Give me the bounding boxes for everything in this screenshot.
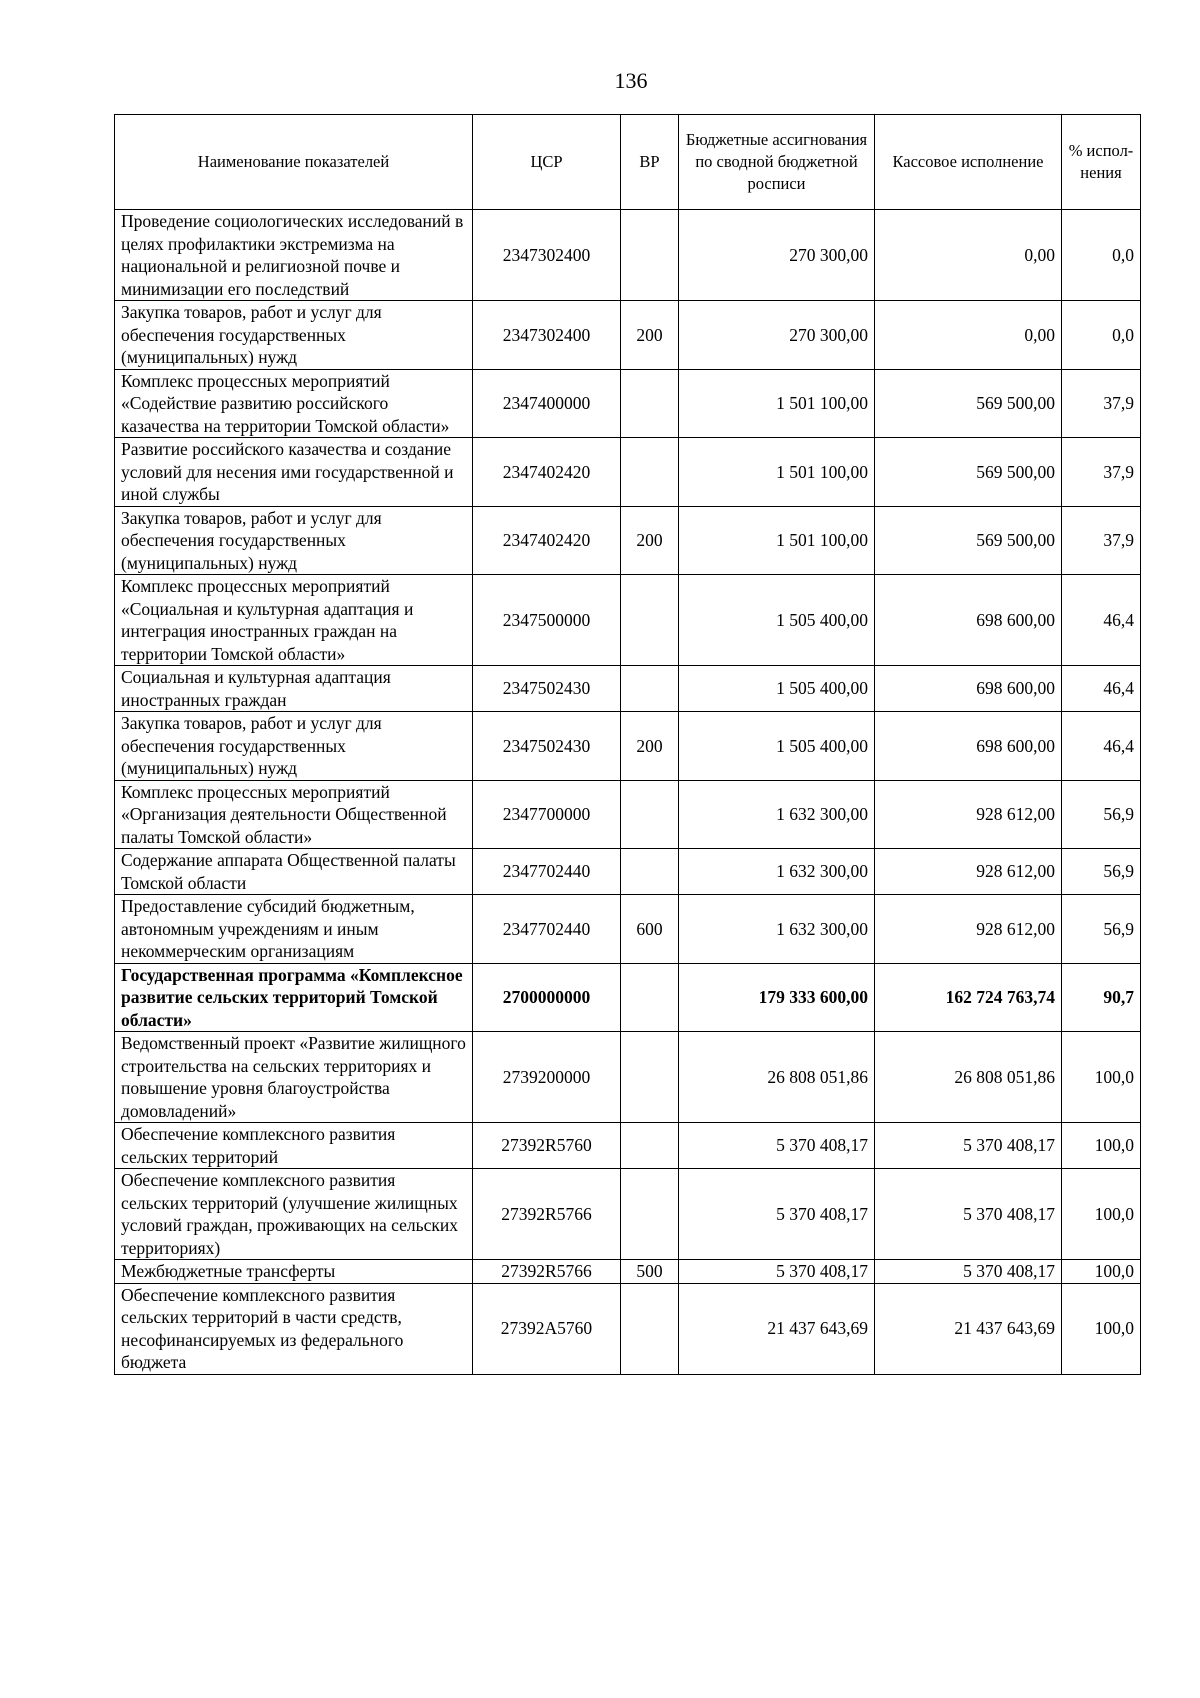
header-cash: Кассовое исполнение (875, 115, 1062, 210)
header-pct: % испол-нения (1062, 115, 1141, 210)
cell-pct: 0,0 (1062, 301, 1141, 370)
cell-pct: 56,9 (1062, 780, 1141, 849)
header-csr: ЦСР (473, 115, 621, 210)
cell-name: Закупка товаров, работ и услуг для обеспечения государственных (муниципальных) нужд (115, 506, 473, 575)
cell-cash: 21 437 643,69 (875, 1283, 1062, 1374)
header-name: Наименование показателей (115, 115, 473, 210)
cell-budget: 1 632 300,00 (679, 780, 875, 849)
cell-csr: 27392R5760 (473, 1123, 621, 1169)
cell-name: Закупка товаров, работ и услуг для обеспечения государственных (муниципальных) нужд (115, 712, 473, 781)
cell-cash: 5 370 408,17 (875, 1123, 1062, 1169)
cell-vr: 500 (621, 1260, 679, 1284)
cell-budget: 5 370 408,17 (679, 1169, 875, 1260)
cell-budget: 1 501 100,00 (679, 506, 875, 575)
table-row (115, 1283, 1141, 1374)
cell-budget: 21 437 643,69 (679, 1283, 875, 1374)
cell-vr: 200 (621, 506, 679, 575)
cell-csr: 2347702440 (473, 895, 621, 964)
cell-pct: 37,9 (1062, 369, 1141, 438)
cell-name: Комплекс процессных мероприятий «Социальная и культурная адаптация и интеграция иностранных граждан на территории Томской области» (115, 575, 473, 666)
cell-cash: 0,00 (875, 301, 1062, 370)
cell-budget: 1 501 100,00 (679, 369, 875, 438)
cell-vr: 200 (621, 301, 679, 370)
cell-pct: 0,0 (1062, 210, 1141, 301)
cell-vr (621, 666, 679, 712)
cell-cash: 698 600,00 (875, 666, 1062, 712)
cell-csr: 2347700000 (473, 780, 621, 849)
cell-vr: 200 (621, 712, 679, 781)
table-header-row (115, 115, 1141, 210)
cell-cash: 5 370 408,17 (875, 1260, 1062, 1284)
table-row (115, 963, 1141, 1032)
cell-csr: 27392R5766 (473, 1169, 621, 1260)
cell-vr (621, 849, 679, 895)
cell-cash: 928 612,00 (875, 780, 1062, 849)
cell-cash: 569 500,00 (875, 506, 1062, 575)
cell-budget: 1 505 400,00 (679, 666, 875, 712)
cell-vr: 600 (621, 895, 679, 964)
cell-name: Закупка товаров, работ и услуг для обеспечения государственных (муниципальных) нужд (115, 301, 473, 370)
table-row (115, 506, 1141, 575)
table-row (115, 369, 1141, 438)
cell-budget: 1 501 100,00 (679, 438, 875, 507)
cell-cash: 569 500,00 (875, 438, 1062, 507)
table-row (115, 780, 1141, 849)
table-row (115, 712, 1141, 781)
table-row (115, 301, 1141, 370)
cell-pct: 37,9 (1062, 506, 1141, 575)
cell-vr (621, 1283, 679, 1374)
cell-vr (621, 1169, 679, 1260)
table-row (115, 438, 1141, 507)
cell-pct: 90,7 (1062, 963, 1141, 1032)
cell-budget: 1 505 400,00 (679, 712, 875, 781)
table-row (115, 1032, 1141, 1123)
table-row (115, 575, 1141, 666)
cell-name: Обеспечение комплексного развития сельских территорий (улучшение жилищных условий граждан, проживающих на сельских территориях) (115, 1169, 473, 1260)
cell-cash: 569 500,00 (875, 369, 1062, 438)
cell-budget: 1 505 400,00 (679, 575, 875, 666)
cell-vr (621, 210, 679, 301)
cell-vr (621, 780, 679, 849)
cell-budget: 5 370 408,17 (679, 1260, 875, 1284)
cell-csr: 2347502430 (473, 712, 621, 781)
table-row (115, 1123, 1141, 1169)
cell-csr: 2347500000 (473, 575, 621, 666)
cell-csr: 2347402420 (473, 438, 621, 507)
cell-vr (621, 1032, 679, 1123)
budget-execution-table (114, 114, 1141, 1375)
cell-csr: 27392A5760 (473, 1283, 621, 1374)
cell-budget: 270 300,00 (679, 301, 875, 370)
cell-csr: 2347702440 (473, 849, 621, 895)
cell-csr: 2347402420 (473, 506, 621, 575)
cell-vr (621, 963, 679, 1032)
cell-pct: 100,0 (1062, 1283, 1141, 1374)
cell-csr: 2700000000 (473, 963, 621, 1032)
cell-csr: 2347302400 (473, 210, 621, 301)
cell-pct: 100,0 (1062, 1032, 1141, 1123)
cell-pct: 100,0 (1062, 1169, 1141, 1260)
cell-name: Комплекс процессных мероприятий «Организация деятельности Общественной палаты Томской области» (115, 780, 473, 849)
header-budget: Бюджетные ассигнования по сводной бюджетной росписи (679, 115, 875, 210)
cell-pct: 46,4 (1062, 712, 1141, 781)
page-number: 136 (614, 68, 648, 93)
cell-csr: 2347400000 (473, 369, 621, 438)
cell-cash: 26 808 051,86 (875, 1032, 1062, 1123)
cell-cash: 0,00 (875, 210, 1062, 301)
cell-name: Обеспечение комплексного развития сельских территорий в части средств, несофинансируемых из федерального бюджета (115, 1283, 473, 1374)
cell-pct: 46,4 (1062, 575, 1141, 666)
cell-budget: 1 632 300,00 (679, 895, 875, 964)
header-vr: ВР (621, 115, 679, 210)
cell-cash: 698 600,00 (875, 712, 1062, 781)
cell-name: Ведомственный проект «Развитие жилищного строительства на сельских территориях и повышение уровня благоустройства домовладений» (115, 1032, 473, 1123)
cell-csr: 27392R5766 (473, 1260, 621, 1284)
table-row (115, 210, 1141, 301)
table-row (115, 849, 1141, 895)
cell-name: Проведение социологических исследований в целях профилактики экстремизма на национальной и религиозной почве и минимизации его последствий (115, 210, 473, 301)
cell-pct: 37,9 (1062, 438, 1141, 507)
table-row (115, 895, 1141, 964)
cell-cash: 698 600,00 (875, 575, 1062, 666)
cell-vr (621, 575, 679, 666)
cell-pct: 100,0 (1062, 1260, 1141, 1284)
cell-vr (621, 438, 679, 507)
cell-vr (621, 1123, 679, 1169)
cell-name: Комплекс процессных мероприятий «Содействие развитию российского казачества на территории Томской области» (115, 369, 473, 438)
cell-vr (621, 369, 679, 438)
cell-cash: 162 724 763,74 (875, 963, 1062, 1032)
cell-budget: 179 333 600,00 (679, 963, 875, 1032)
cell-pct: 46,4 (1062, 666, 1141, 712)
cell-cash: 928 612,00 (875, 849, 1062, 895)
cell-name: Содержание аппарата Общественной палаты Томской области (115, 849, 473, 895)
cell-pct: 100,0 (1062, 1123, 1141, 1169)
cell-budget: 270 300,00 (679, 210, 875, 301)
cell-budget: 5 370 408,17 (679, 1123, 875, 1169)
cell-csr: 2347302400 (473, 301, 621, 370)
cell-pct: 56,9 (1062, 849, 1141, 895)
table-row (115, 1169, 1141, 1260)
cell-budget: 26 808 051,86 (679, 1032, 875, 1123)
cell-csr: 2347502430 (473, 666, 621, 712)
cell-cash: 928 612,00 (875, 895, 1062, 964)
cell-name: Предоставление субсидий бюджетным, автономным учреждениям и иным некоммерческим организациям (115, 895, 473, 964)
table-body (115, 210, 1141, 1375)
cell-name: Обеспечение комплексного развития сельских территорий (115, 1123, 473, 1169)
table-row (115, 666, 1141, 712)
cell-csr: 2739200000 (473, 1032, 621, 1123)
table-row (115, 1260, 1141, 1284)
cell-name: Развитие российского казачества и создание условий для несения ими государственной и иной службы (115, 438, 473, 507)
cell-name: Межбюджетные трансферты (115, 1260, 473, 1284)
cell-pct: 56,9 (1062, 895, 1141, 964)
cell-name: Социальная и культурная адаптация иностранных граждан (115, 666, 473, 712)
cell-name: Государственная программа «Комплексное развитие сельских территорий Томской области» (115, 963, 473, 1032)
cell-cash: 5 370 408,17 (875, 1169, 1062, 1260)
cell-budget: 1 632 300,00 (679, 849, 875, 895)
